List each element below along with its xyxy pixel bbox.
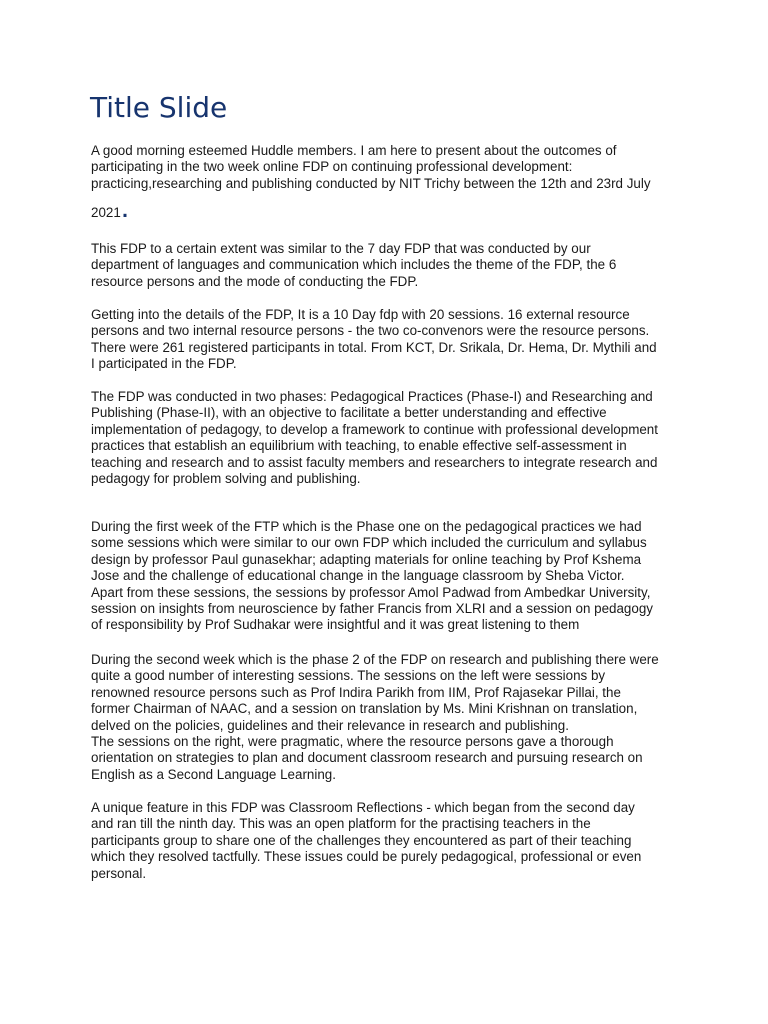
intro-year-dot: . xyxy=(121,202,129,222)
paragraph-first-week: During the first week of the FTP which is the Phase one on the pedagogical practices we had some sessions which were similar to our own FDP which included the curriculum and syllabus design by professor Paul gunasekhar; adapting materials for online teaching by Prof Kshema Jose and the challenge of educational change in the language classroom by Sheba Victor. Apart from these sessions, the sessions by professor Amol Padwad from Ambedkar University, session on insights from neuroscience by father Francis from XLRI and a session on pedagogy of responsibility by Prof Sudhakar were insightful and it was great listening to them xyxy=(91,519,653,633)
intro-year-line xyxy=(91,202,128,223)
paragraph-similarity: This FDP to a certain extent was similar to the 7 day FDP that was conducted by our department of languages and communication which includes the theme of the FDP, the 6 resource persons and the mode of conducting the FDP. xyxy=(91,241,617,289)
paragraph-fdp-phases: The FDP was conducted in two phases: Pedagogical Practices (Phase-I) and Researching and Publishing (Phase-II), with an objective to facilitate a better understanding and effective implementation of pedagogy, to develop a framework to continue with professional development practices that establish an equilibrium with teaching, to enable effective self-assessment in teaching and research and to assist faculty members and researchers to integrate research and pedagogy for problem solving and publishing. xyxy=(91,389,658,487)
intro-paragraph: A good morning esteemed Huddle members. I am here to present about the outcomes of participating in the two week online FDP on continuing professional development: practicing,researching and publishing conducted by NIT Trichy between the 12th and 23rd July xyxy=(91,143,651,191)
intro-year: 2021 xyxy=(91,205,121,220)
paragraph-fdp-details: Getting into the details of the FDP, It is a 10 Day fdp with 20 sessions. 16 external resource persons and two internal resource persons - the two co-convenors were the resource persons. There were 261 registered participants in total. From KCT, Dr. Srikala, Dr. Hema, Dr. Mythili and I participated in the FDP. xyxy=(91,307,657,372)
page-title: Title Slide xyxy=(90,91,228,124)
paragraph-second-week: During the second week which is the phase 2 of the FDP on research and publishing there were quite a good number of interesting sessions. The sessions on the left were sessions by renowned resource persons such as Prof Indira Parikh from IIM, Prof Rajasekar Pillai, the former Chairman of NAAC, and a session on translation by Ms. Mini Krishnan on translation, delved on the policies, guidelines and their relevance in research and publishing. The sessions on the right, were pragmatic, where the resource persons gave a thorough orientation on strategies to plan and document classroom research and pursuing research on English as a Second Language Learning. xyxy=(91,652,659,782)
paragraph-classroom-reflections: A unique feature in this FDP was Classroom Reflections - which began from the second day and ran till the ninth day. This was an open platform for the practising teachers in the participants group to share one of the challenges they encountered as part of their teaching which they resolved tactfully. These issues could be purely pedagogical, professional or even personal. xyxy=(91,800,642,881)
